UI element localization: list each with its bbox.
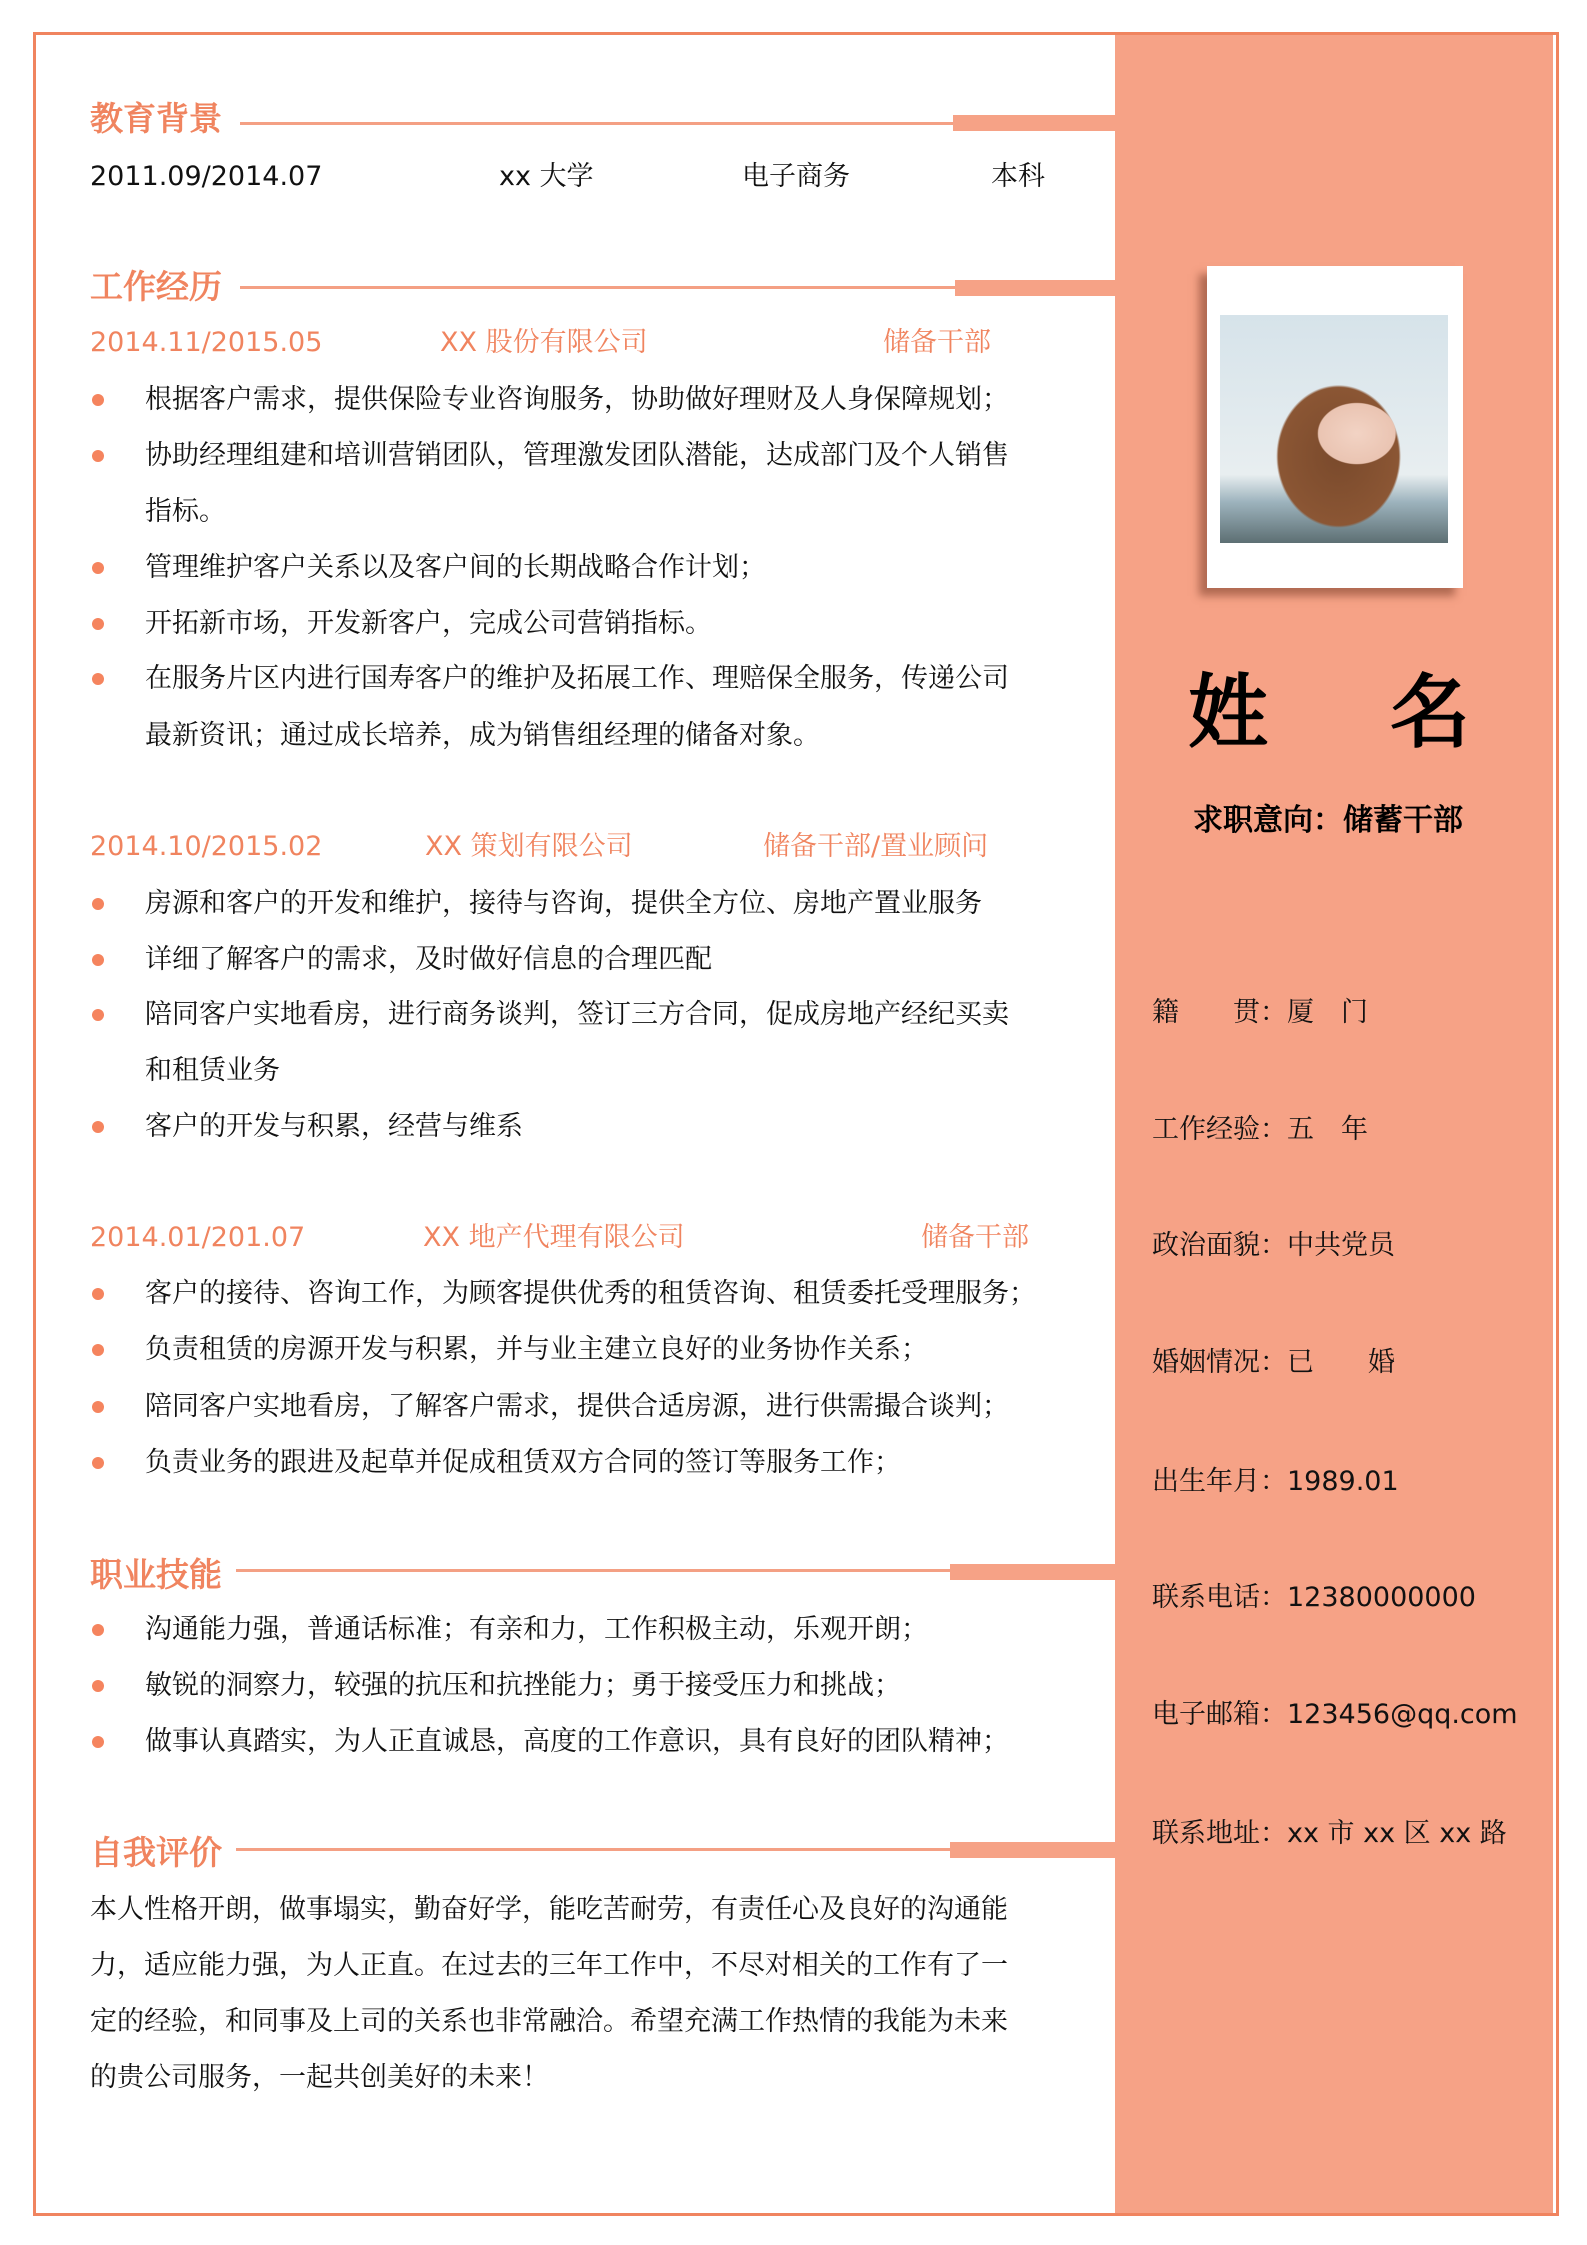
job-duty: 陪同客户实地看房，进行商务谈判，签订三方合同，促成房地产经纪买卖 bbox=[145, 999, 1009, 1030]
info-value: 五 年 bbox=[1287, 1114, 1368, 1145]
job-duty: 负责业务的跟进及起草并促成租赁双方合同的签订等服务工作； bbox=[145, 1447, 901, 1478]
job-duty: 协助经理组建和培训营销团队，管理激发团队潜能，达成部门及个人销售 bbox=[145, 440, 1009, 471]
work-heading: 工作经历 bbox=[90, 267, 222, 306]
bullet-icon bbox=[92, 898, 104, 910]
info-label: 电子邮箱： bbox=[1152, 1699, 1287, 1730]
bullet-icon bbox=[92, 562, 104, 574]
info-value: 厦 门 bbox=[1287, 997, 1368, 1028]
job-company: XX 股份有限公司 bbox=[440, 327, 648, 358]
job-duty: 客户的开发与积累，经营与维系 bbox=[145, 1111, 523, 1142]
info-label: 工作经验： bbox=[1152, 1114, 1287, 1145]
job-duty: 根据客户需求，提供保险专业咨询服务，协助做好理财及人身保障规划； bbox=[145, 384, 1009, 415]
bullet-icon bbox=[92, 394, 104, 406]
info-row-marital-status bbox=[1152, 1340, 1395, 1379]
job-duty-continued: 和租赁业务 bbox=[145, 1055, 280, 1086]
info-value: 已 婚 bbox=[1287, 1347, 1395, 1378]
heading-accent-bar bbox=[955, 280, 1115, 296]
skill-item: 沟通能力强，普通话标准；有亲和力，工作积极主动，乐观开朗； bbox=[145, 1614, 928, 1645]
job-period: 2014.10/2015.02 bbox=[90, 831, 323, 862]
bullet-icon bbox=[92, 450, 104, 462]
info-label: 婚姻情况： bbox=[1152, 1347, 1287, 1378]
bullet-icon bbox=[92, 1121, 104, 1133]
job-intent: 求职意向：储蓄干部 bbox=[1193, 803, 1463, 838]
self-eval-line: 的贵公司服务，一起共创美好的未来！ bbox=[90, 2062, 549, 2093]
job-duty: 客户的接待、咨询工作，为顾客提供优秀的租赁咨询、租赁委托受理服务； bbox=[145, 1278, 1036, 1309]
name-last: 名 bbox=[1390, 666, 1470, 759]
job-duty: 房源和客户的开发和维护，接待与咨询，提供全方位、房地产置业服务 bbox=[145, 888, 982, 919]
info-row-birth bbox=[1152, 1459, 1399, 1498]
photo-frame bbox=[1207, 266, 1463, 588]
heading-divider-line bbox=[236, 1848, 953, 1851]
heading-divider-line bbox=[240, 286, 958, 289]
info-value: 1989.01 bbox=[1287, 1466, 1399, 1497]
job-role: 储备干部 bbox=[921, 1222, 1029, 1253]
bullet-icon bbox=[92, 954, 104, 966]
info-value: 123456@qq.com bbox=[1287, 1699, 1518, 1730]
job-duty: 开拓新市场，开发新客户，完成公司营销指标。 bbox=[145, 608, 712, 639]
bullet-icon bbox=[92, 1344, 104, 1356]
education-school: xx 大学 bbox=[499, 161, 594, 192]
heading-accent-bar bbox=[953, 115, 1115, 131]
info-label: 联系地址： bbox=[1152, 1818, 1287, 1849]
job-period: 2014.11/2015.05 bbox=[90, 327, 323, 358]
education-major: 电子商务 bbox=[742, 161, 850, 192]
self-eval-line: 定的经验，和同事及上司的关系也非常融洽。希望充满工作热情的我能为未来 bbox=[90, 2006, 1008, 2037]
job-company: XX 地产代理有限公司 bbox=[423, 1222, 685, 1253]
name-first: 姓 bbox=[1188, 666, 1268, 759]
education-degree: 本科 bbox=[991, 161, 1045, 192]
bullet-icon bbox=[92, 673, 104, 685]
info-row-phone bbox=[1152, 1575, 1476, 1614]
job-duty: 管理维护客户关系以及客户间的长期战略合作计划； bbox=[145, 552, 766, 583]
bullet-icon bbox=[92, 1009, 104, 1021]
self-eval-heading: 自我评价 bbox=[90, 1833, 222, 1872]
portrait-photo-icon bbox=[1220, 315, 1448, 543]
self-eval-line: 本人性格开朗，做事塌实，勤奋好学，能吃苦耐劳，有责任心及良好的沟通能 bbox=[90, 1894, 1008, 1925]
info-row-experience bbox=[1152, 1107, 1368, 1146]
bullet-icon bbox=[92, 1457, 104, 1469]
bullet-icon bbox=[92, 618, 104, 630]
education-heading: 教育背景 bbox=[90, 99, 222, 138]
heading-divider-line bbox=[236, 1569, 953, 1572]
job-duty: 负责租赁的房源开发与积累，并与业主建立良好的业务协作关系； bbox=[145, 1334, 928, 1365]
info-row-political-status bbox=[1152, 1223, 1395, 1262]
bullet-icon bbox=[92, 1288, 104, 1300]
job-duty: 陪同客户实地看房，了解客户需求，提供合适房源，进行供需撮合谈判； bbox=[145, 1391, 1009, 1422]
skill-item: 做事认真踏实，为人正直诚恳，高度的工作意识，具有良好的团队精神； bbox=[145, 1726, 1009, 1757]
job-period: 2014.01/201.07 bbox=[90, 1222, 306, 1253]
skill-item: 敏锐的洞察力，较强的抗压和抗挫能力；勇于接受压力和挑战； bbox=[145, 1670, 901, 1701]
info-row-hometown bbox=[1152, 990, 1368, 1029]
info-label: 出生年月： bbox=[1152, 1466, 1287, 1497]
job-role: 储备干部 bbox=[883, 327, 991, 358]
heading-accent-bar bbox=[950, 1564, 1115, 1580]
info-label: 联系电话： bbox=[1152, 1582, 1287, 1613]
bullet-icon bbox=[92, 1401, 104, 1413]
bullet-icon bbox=[92, 1624, 104, 1636]
job-duty-continued: 最新资讯；通过成长培养，成为销售组经理的储备对象。 bbox=[145, 720, 820, 751]
job-company: XX 策划有限公司 bbox=[425, 831, 633, 862]
info-label: 政治面貌： bbox=[1152, 1230, 1287, 1261]
info-value: 12380000000 bbox=[1287, 1582, 1476, 1613]
job-role: 储备干部/置业顾问 bbox=[763, 831, 989, 862]
info-row-email bbox=[1152, 1692, 1518, 1731]
heading-accent-bar bbox=[950, 1842, 1115, 1858]
self-eval-line: 力，适应能力强，为人正直。在过去的三年工作中，不尽对相关的工作有了一 bbox=[90, 1950, 1008, 1981]
bullet-icon bbox=[92, 1736, 104, 1748]
education-period: 2011.09/2014.07 bbox=[90, 161, 323, 192]
bullet-icon bbox=[92, 1680, 104, 1692]
info-row-address bbox=[1152, 1811, 1507, 1850]
job-duty-continued: 指标。 bbox=[145, 496, 226, 527]
skills-heading: 职业技能 bbox=[90, 1555, 222, 1594]
job-duty: 详细了解客户的需求，及时做好信息的合理匹配 bbox=[145, 944, 712, 975]
info-value: xx 市 xx 区 xx 路 bbox=[1287, 1818, 1507, 1849]
info-label: 籍 贯： bbox=[1152, 997, 1287, 1028]
heading-divider-line bbox=[240, 122, 955, 125]
job-duty: 在服务片区内进行国寿客户的维护及拓展工作、理赔保全服务，传递公司 bbox=[145, 663, 1009, 694]
info-value: 中共党员 bbox=[1287, 1230, 1395, 1261]
